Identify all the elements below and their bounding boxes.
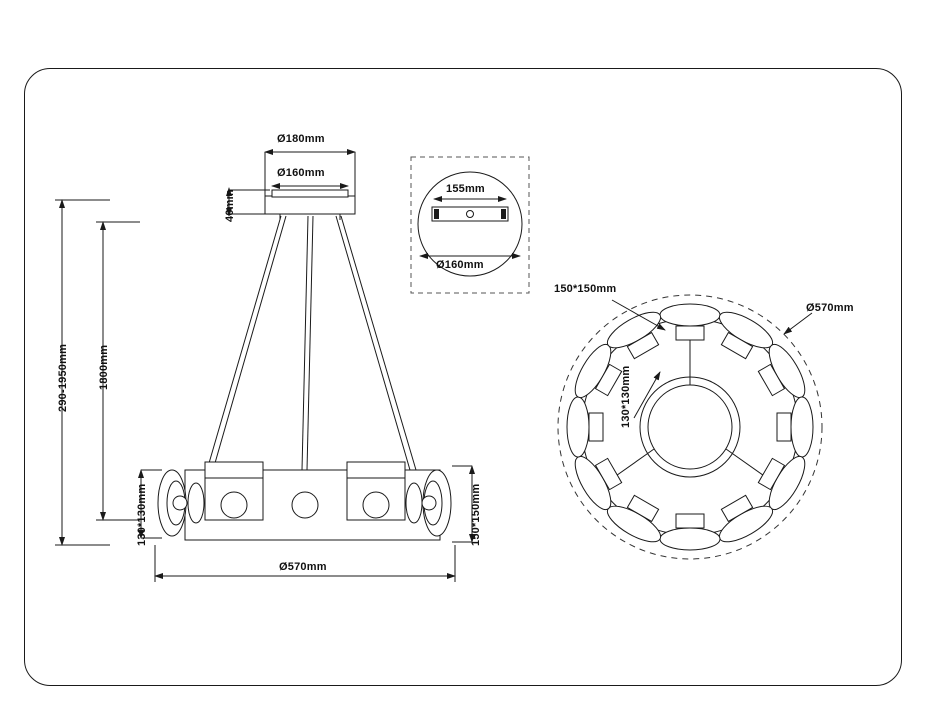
label-shade-small-front: 130*130mm [136, 483, 148, 546]
label-plan-shade-small: 130*130mm [620, 365, 632, 428]
label-canopy-height: 40mm [224, 189, 236, 222]
label-suspension-range: 290-1950mm [57, 343, 69, 412]
front-ring-body [158, 462, 451, 540]
label-detail-plate-width: 155mm [446, 183, 485, 195]
label-detail-plate-diameter: Ø160mm [436, 259, 484, 271]
label-cable-length: 1800mm [98, 344, 110, 390]
label-shade-large-front: 150*150mm [470, 483, 482, 546]
label-canopy-outer: Ø180mm [277, 133, 325, 145]
label-overall-diameter-front: Ø570mm [279, 561, 327, 573]
front-suspension [207, 216, 416, 470]
dim-shade-large-front [452, 466, 472, 542]
front-canopy [265, 190, 355, 220]
detail-view [411, 157, 529, 293]
label-plan-overall-diameter: Ø570mm [806, 302, 854, 314]
label-plan-shade-large: 150*150mm [554, 283, 617, 295]
plan-view [558, 295, 822, 559]
label-canopy-inner: Ø160mm [277, 167, 325, 179]
